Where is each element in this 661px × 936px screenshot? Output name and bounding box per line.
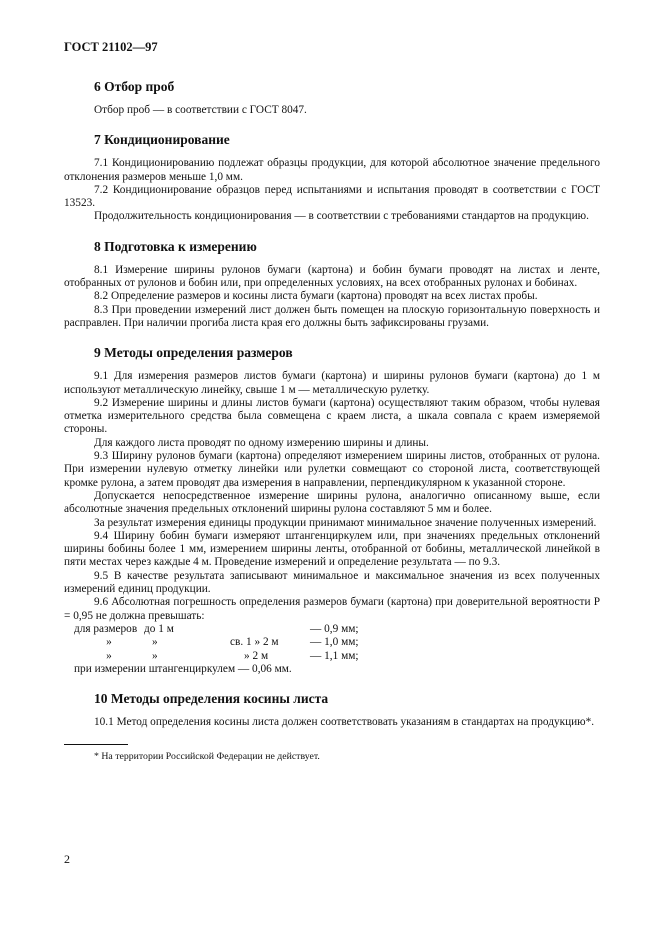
footnote: * На территории Российской Федерации не действует. (94, 751, 320, 763)
page-number: 2 (64, 852, 70, 866)
section-title: 6 Отбор проб (94, 79, 175, 94)
paragraph: Для каждого листа проводят по одному измерению ширины и длины. (94, 436, 429, 449)
paragraph: 9.1 Для измерения размеров листов бумаги (картона) и ширины рулонов бумаги (картона) до 1 м используют металлическую линейку, свыше 1 м — металлическую рулетку. (64, 370, 600, 396)
paragraph: 9.3 Ширину рулонов бумаги (картона) определяют измерением ширины листов, отобранных от рулона. При измерении нулевую отметку линейки или рулетки совмещают со стороной листа, соответствующей кромке рулона, а затем проводят два измерения в направлении, перпендикулярном к указанной стороне. (64, 450, 600, 489)
document-page (64, 40, 600, 762)
table-cell: — 0,9 мм; (310, 622, 359, 635)
table-cell (230, 623, 310, 636)
paragraph: Допускается непосредственное измерение ширины рулона, аналогично описанному выше, если абсолютные значения предельных отклонений ширины рулона составляют 5 мм и более. (64, 489, 600, 516)
tolerance-table (74, 623, 359, 663)
paragraph: 9.6 Абсолютная погрешность определения размеров бумаги (картона) при доверительной вероятности Р = 0,95 не должна превышать: (64, 596, 600, 622)
section-10 (64, 691, 600, 729)
section-8 (64, 239, 600, 330)
table-cell: для размеров (74, 622, 138, 635)
paragraph: 8.3 При проведении измерений лист должен быть помещен на плоскую горизонтальную поверхность и расправлен. При наличии прогиба листа края его должны быть зафиксированы грузами. (64, 303, 600, 329)
section-title: 10 Методы определения косины листа (94, 691, 329, 707)
table-cell: — 1,1 мм; (310, 649, 359, 662)
table-cell: — 1,0 мм; (310, 636, 359, 649)
section-title: 8 Подготовка к измерению (94, 238, 257, 254)
paragraph: 7.1 Кондиционированию подлежат образцы продукции, для которой абсолютное значение предельного отклонения размеров меньше 1,0 мм. (64, 157, 600, 183)
table-row (74, 650, 359, 663)
section-9 (64, 345, 600, 676)
paragraph: 9.4 Ширину бобин бумаги измеряют штангенциркулем или, при значениях предельных отклонений ширины бобины более 1 мм, измерением ширины ленты, отобранной от бобины, металлической линейкой в пяти местах через каждые 4 м. Проведение измерений и определение результата — по 9.3. (64, 529, 600, 569)
section-7 (64, 132, 600, 223)
paragraph: при измерении штангенциркулем — 0,06 мм. (74, 662, 292, 675)
paragraph: 10.1 Метод определения косины листа должен соответствовать указаниям в стандартах на продукцию*. (94, 716, 595, 729)
table-cell: до 1 м (144, 622, 174, 635)
table-cell: » (106, 636, 112, 649)
paragraph: 9.5 В качестве результата записывают минимальное и максимальное значения из всех полученных измерений единиц продукции. (64, 569, 600, 596)
paragraph: 8.1 Измерение ширины рулонов бумаги (картона) и бобин бумаги проводят на листах и ленте, отобранных от рулонов и бобин или, при определенных условиях, на всех отобранных рулонах и бобинах. (64, 263, 600, 290)
document-header: ГОСТ 21102—97 (64, 40, 158, 54)
table-cell: » (106, 649, 112, 662)
table-row (74, 636, 359, 649)
section-title: 7 Кондиционирование (94, 132, 230, 148)
paragraph: 8.2 Определение размеров и косины листа бумаги (картона) проводят на всех листах пробы. (94, 290, 538, 303)
section-6 (64, 79, 600, 117)
paragraph: Отбор проб — в соответствии с ГОСТ 8047. (94, 104, 307, 116)
paragraph: За результат измерения единицы продукции принимают минимальное значение полученных измерений. (94, 516, 597, 529)
table-cell: » (152, 649, 158, 662)
paragraph: Продолжительность кондиционирования — в соответствии с требованиями стандартов на продукцию. (94, 210, 589, 223)
paragraph: 9.2 Измерение ширины и длины листов бумаги (картона) осуществляют таким образом, чтобы нулевая отметка измерительного средства была совмещена с краем листа, а шкала совпала с краем измеряемой стороны. (64, 396, 600, 436)
footnote-divider (64, 744, 128, 745)
paragraph: 7.2 Кондиционирование образцов перед испытаниями и испытания проводят в соответствии с ГОСТ 13523. (64, 183, 600, 210)
section-title: 9 Методы определения размеров (94, 345, 293, 361)
table-cell: » 2 м (244, 649, 269, 662)
table-cell: » (152, 636, 158, 649)
table-cell: св. 1 » 2 м (230, 636, 279, 649)
table-row (74, 623, 359, 636)
